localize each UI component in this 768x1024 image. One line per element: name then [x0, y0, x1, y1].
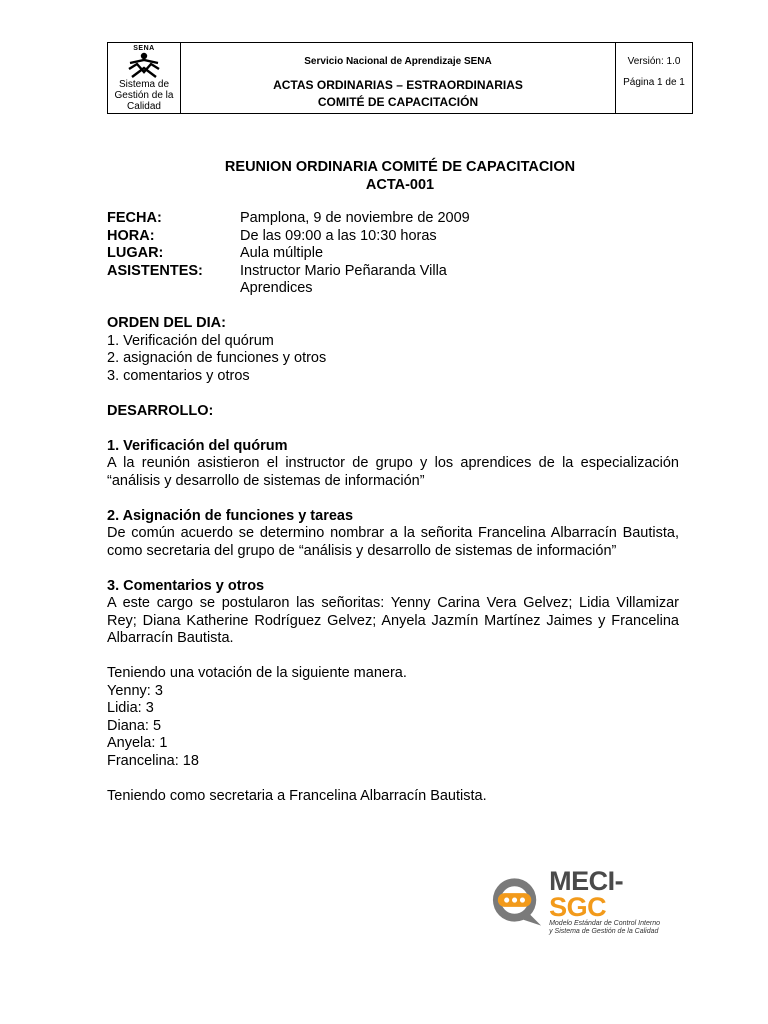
- header-title-cell: [181, 43, 616, 113]
- fecha-label: FECHA:: [107, 210, 162, 226]
- organization-name: Servicio Nacional de Aprendizaje SENA: [304, 56, 492, 67]
- section-2-text: De común acuerdo se determino nombrar a la señorita Francelina Albarracín Bautista, como secretaria del grupo de “análisis y desarrollo de sistemas de información”: [107, 525, 679, 559]
- fecha-value: Pamplona, 9 de noviembre de 2009: [240, 210, 470, 226]
- meta-asistentes: [107, 263, 679, 281]
- title-line-1: REUNION ORDINARIA COMITÉ DE CAPACITACION: [224, 159, 576, 175]
- section-2-title: 2. Asignación de funciones y tareas: [107, 507, 354, 524]
- section-3-text: A este cargo se postularon las señoritas: Yenny Carina Vera Gelvez; Lidia Villamizar Rey; Diana Katherine Rodríguez Gelvez; Anyela Jazmín Martínez Jaimes y Francelina Albarracín Bautista.: [107, 595, 679, 646]
- section-1-text: A la reunión asistieron el instructor de grupo y los aprendices de la especialización “análisis y desarrollo de sistemas de información”: [107, 455, 679, 489]
- sena-logo-text: SENA: [133, 45, 155, 52]
- agenda-item: 3. comentarios y otros: [107, 367, 250, 384]
- doc-title-line-2: COMITÉ DE CAPACITACIÓN: [317, 95, 479, 109]
- meta-fecha: [107, 210, 679, 228]
- lugar-label: LUGAR:: [107, 245, 164, 261]
- development-heading: DESARROLLO:: [107, 402, 214, 419]
- vote-item: Diana: 5: [107, 717, 162, 734]
- meci-subtitle-1: Modelo Estándar de Control Interno: [549, 920, 660, 927]
- vote-intro: Teniendo una votación de la siguiente manera.: [107, 665, 407, 681]
- sena-logo-icon: [126, 52, 162, 78]
- agenda-item: 1. Verificación del quórum: [107, 332, 274, 349]
- meci-sgc-logo: [488, 866, 678, 935]
- asistentes-label: ASISTENTES:: [107, 262, 203, 279]
- hora-label: HORA:: [107, 227, 155, 244]
- title-line-2: ACTA-001: [365, 177, 435, 193]
- header-version-cell: [616, 43, 692, 113]
- vote-item: Yenny: 3: [107, 682, 163, 699]
- meci-subtitle-2: y Sistema de Gestión de la Calidad: [549, 928, 659, 935]
- hora-value: De las 09:00 a las 10:30 horas: [240, 227, 437, 244]
- section-3-title: 3. Comentarios y otros: [107, 577, 265, 594]
- lugar-value: Aula múltiple: [240, 245, 324, 261]
- meta-asistentes-2: [107, 280, 679, 298]
- vote-item: Francelina: 18: [107, 752, 199, 769]
- section-1-title: 1. Verificación del quórum: [107, 437, 288, 454]
- meci-chat-icon: [488, 876, 545, 928]
- page-number: Página 1 de 1: [623, 77, 685, 88]
- system-label: Sistema de Gestión de la Calidad: [114, 79, 174, 112]
- vote-item: Anyela: 1: [107, 735, 168, 751]
- meci-wordmark: [549, 868, 678, 936]
- document-body: [107, 210, 679, 805]
- meci-name-a: MECI-: [549, 866, 624, 896]
- conclusion-text: Teniendo como secretaria a Francelina Albarracín Bautista.: [107, 787, 487, 804]
- meta-hora: [107, 228, 679, 246]
- meta-lugar: [107, 245, 679, 263]
- page-title: [107, 158, 693, 194]
- agenda-item: 2. asignación de funciones y otros: [107, 350, 327, 366]
- version-label: Versión: 1.0: [627, 56, 681, 67]
- meci-name-b: SGC: [549, 892, 607, 922]
- header-logo-cell: [108, 43, 181, 113]
- asistente-2: Aprendices: [240, 280, 313, 296]
- doc-title-line-1: ACTAS ORDINARIAS – ESTRAORDINARIAS: [273, 78, 523, 92]
- vote-item: Lidia: 3: [107, 700, 154, 716]
- asistente-1: Instructor Mario Peñaranda Villa: [240, 262, 447, 279]
- document-header: [107, 42, 693, 114]
- agenda-heading: ORDEN DEL DIA:: [107, 315, 226, 331]
